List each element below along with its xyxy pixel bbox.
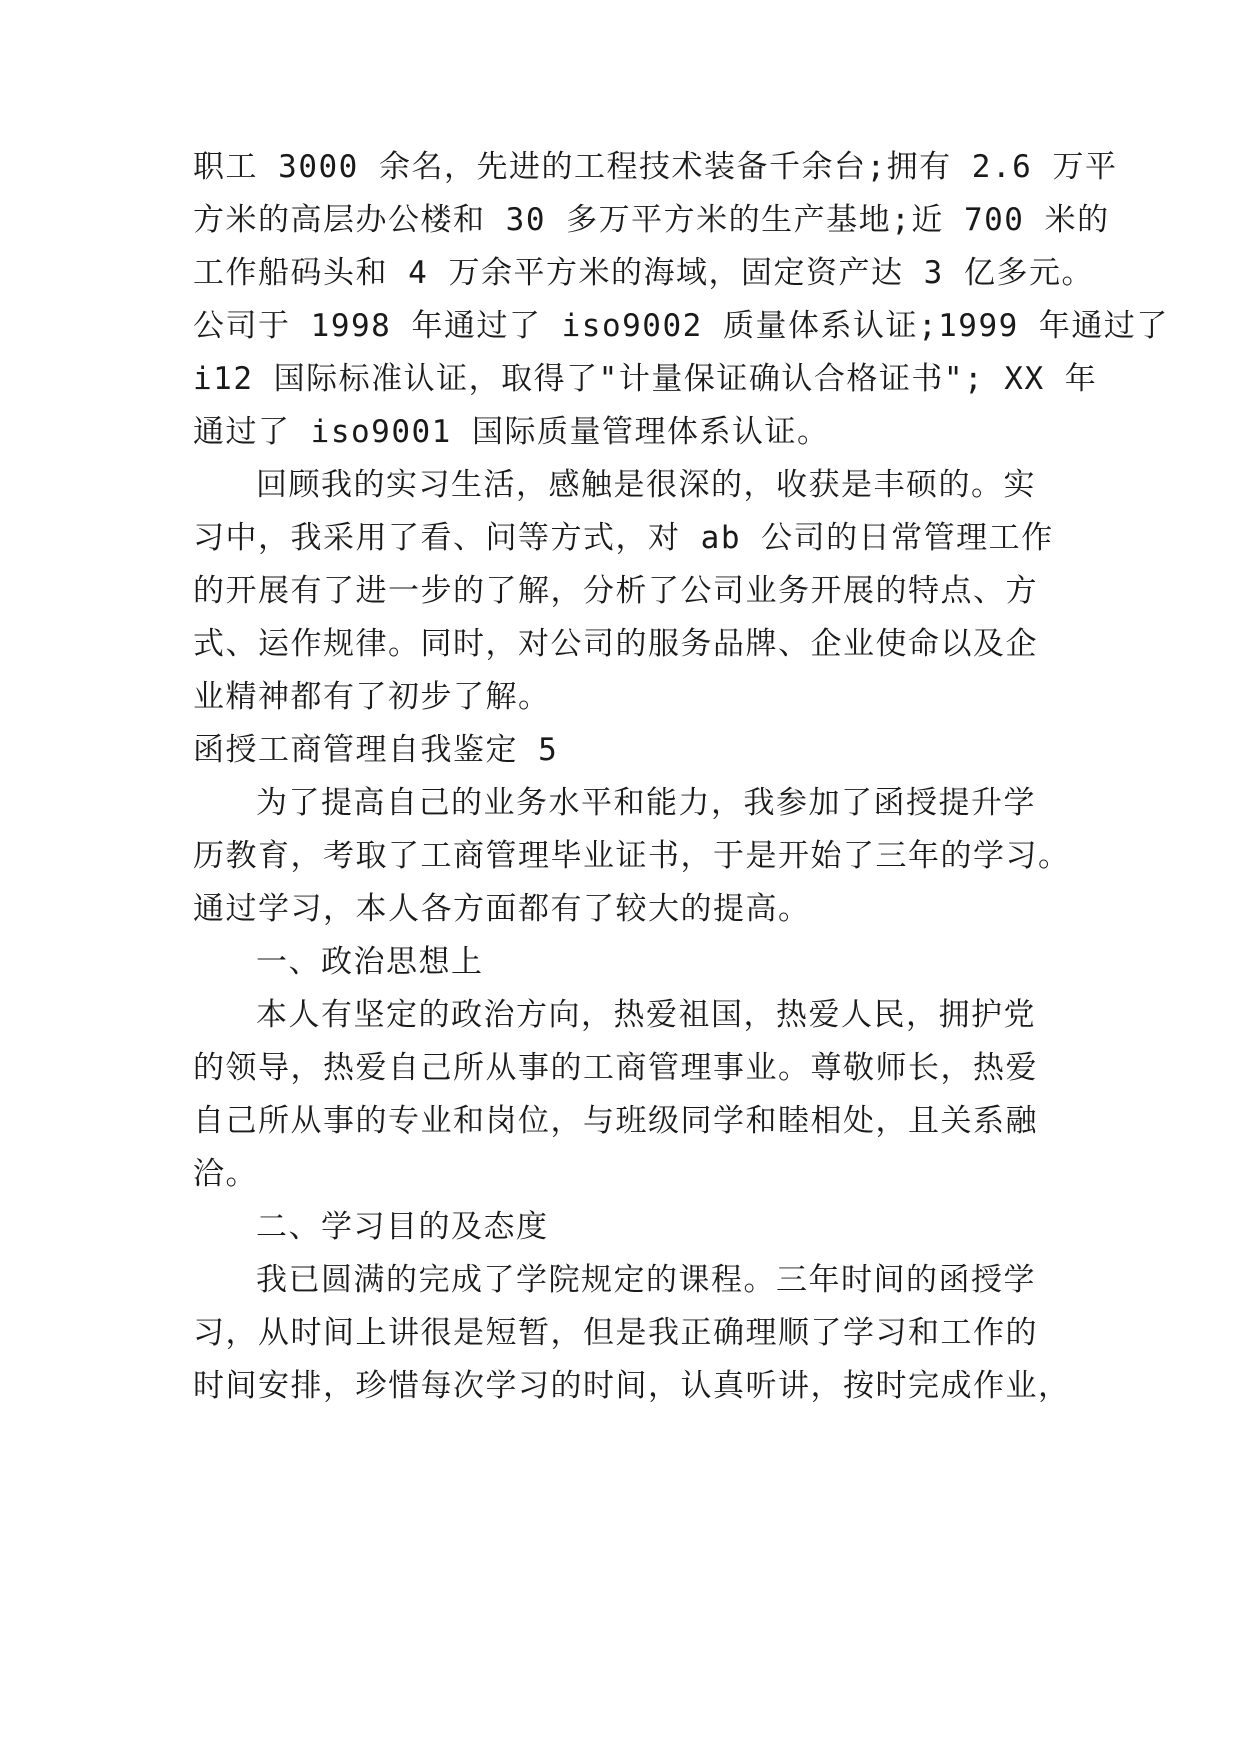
- text-line: 自己所从事的专业和岗位，与班级同学和睦相处，且关系融: [193, 1103, 1038, 1139]
- text-line: 历教育，考取了工商管理毕业证书，于是开始了三年的学习。: [193, 838, 1071, 874]
- text-line: 本人有坚定的政治方向，热爱祖国，热爱人民，拥护党: [256, 997, 1036, 1033]
- subsection-heading: 二、学习目的及态度: [256, 1209, 549, 1245]
- text-line: 习，从时间上讲很是短暂，但是我正确理顺了学习和工作的: [193, 1315, 1038, 1351]
- text-line: 业精神都有了初步了解。: [193, 679, 551, 715]
- text-line: 式、运作规律。同时，对公司的服务品牌、企业使命以及企: [193, 626, 1038, 662]
- text-line: 时间安排，珍惜每次学习的时间，认真听讲，按时完成作业，: [193, 1368, 1071, 1404]
- subsection-heading: 一、政治思想上: [256, 944, 484, 980]
- text-line: 习中，我采用了看、问等方式，对 ab 公司的日常管理工作: [193, 520, 1054, 556]
- text-line: 为了提高自己的业务水平和能力，我参加了函授提升学: [256, 785, 1036, 821]
- section-heading: 函授工商管理自我鉴定 5: [193, 732, 559, 768]
- text-line: 洽。: [193, 1156, 258, 1192]
- text-line: 通过学习，本人各方面都有了较大的提高。: [193, 891, 811, 927]
- text-line: 回顾我的实习生活，感触是很深的，收获是丰硕的。实: [256, 467, 1036, 503]
- text-line: i12 国际标准认证，取得了"计量保证确认合格证书"; XX 年: [193, 361, 1098, 397]
- text-line: 工作船码头和 4 万余平方米的海域，固定资产达 3 亿多元。: [193, 255, 1094, 291]
- text-line: 方米的高层办公楼和 30 多万平方米的生产基地;近 700 米的: [193, 202, 1110, 238]
- text-line: 职工 3000 余名，先进的工程技术装备千余台;拥有 2.6 万平: [193, 149, 1118, 185]
- text-line: 公司于 1998 年通过了 iso9002 质量体系认证;1999 年通过了: [193, 308, 1169, 344]
- text-line: 我已圆满的完成了学院规定的课程。三年时间的函授学: [256, 1262, 1036, 1298]
- text-line: 的领导，热爱自己所从事的工商管理事业。尊敬师长，热爱: [193, 1050, 1038, 1086]
- text-line: 的开展有了进一步的了解，分析了公司业务开展的特点、方: [193, 573, 1038, 609]
- text-line: 通过了 iso9001 国际质量管理体系认证。: [193, 414, 830, 450]
